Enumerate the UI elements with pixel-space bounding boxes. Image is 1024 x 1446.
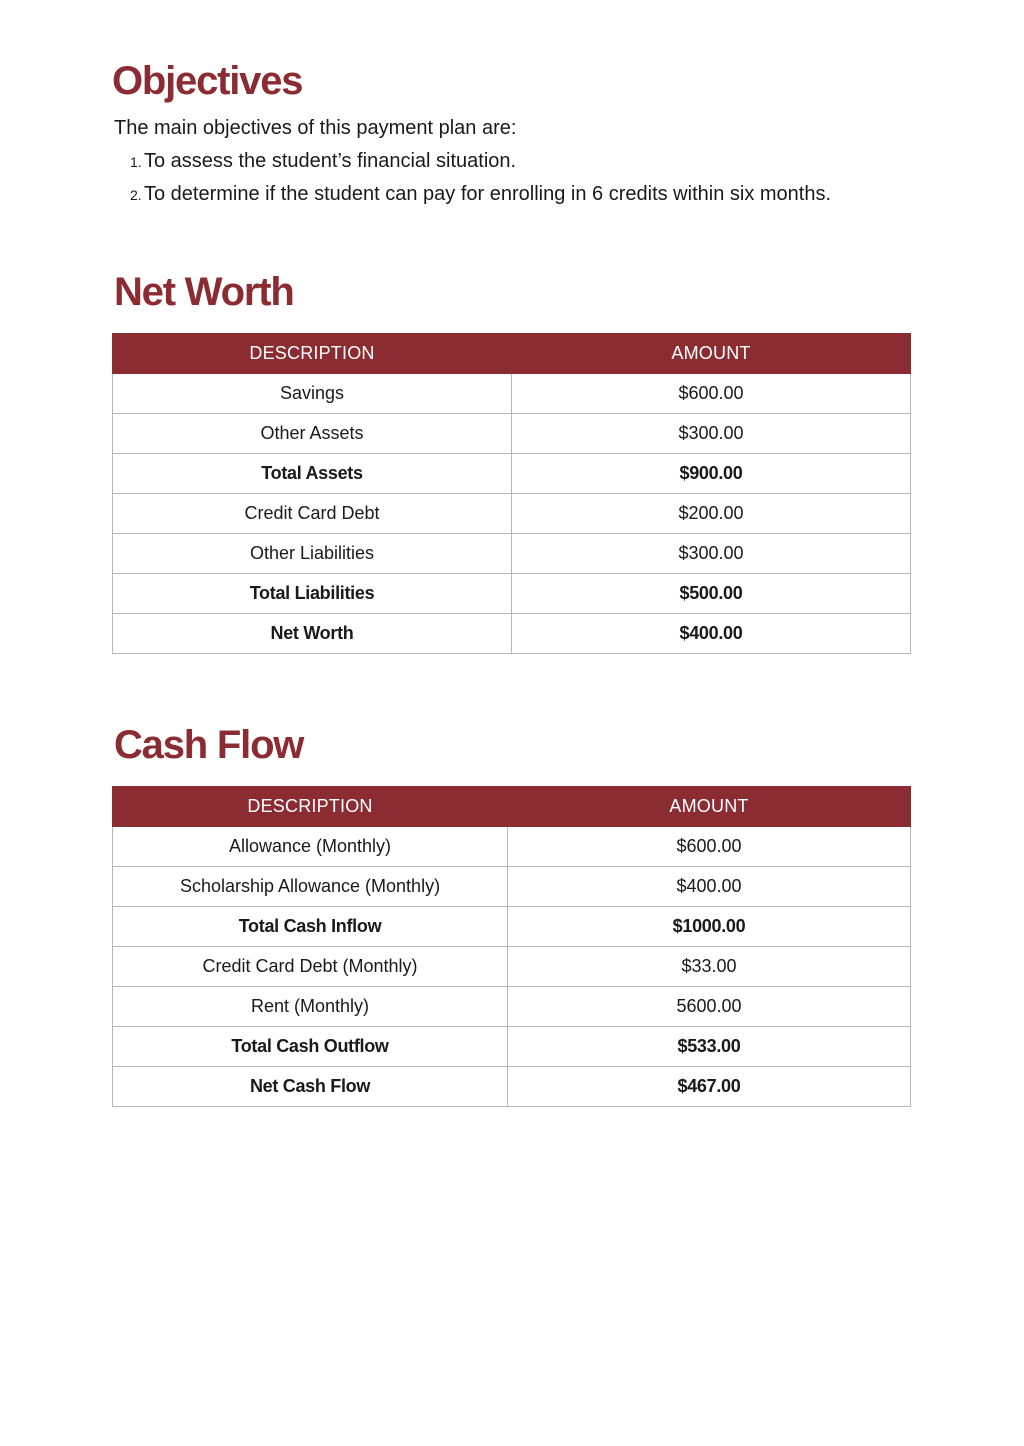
table-row-total <box>113 614 911 654</box>
cash-flow-title: Cash Flow <box>114 723 304 767</box>
table-header-row <box>113 334 911 374</box>
objective-text: To assess the student’s financial situation. <box>144 150 517 172</box>
objectives-title: Objectives <box>112 59 303 103</box>
cell-description: Allowance (Monthly) <box>113 827 508 867</box>
column-header-amount: AMOUNT <box>508 787 911 827</box>
cell-description: Rent (Monthly) <box>113 987 508 1027</box>
cell-description: Savings <box>113 374 512 414</box>
cell-amount: $467.00 <box>508 1067 911 1107</box>
cell-amount: $900.00 <box>512 454 911 494</box>
cell-description: Other Liabilities <box>113 534 512 574</box>
table-row-total <box>113 1067 911 1107</box>
objectives-intro: The main objectives of this payment plan are: <box>114 117 517 139</box>
cell-description: Total Cash Inflow <box>113 907 508 947</box>
cell-description: Total Liabilities <box>113 574 512 614</box>
cell-amount: 5600.00 <box>508 987 911 1027</box>
cell-description: Scholarship Allowance (Monthly) <box>113 867 508 907</box>
objective-item <box>130 147 516 176</box>
cell-amount: $400.00 <box>512 614 911 654</box>
table-row-total <box>113 574 911 614</box>
net-worth-title: Net Worth <box>114 270 294 314</box>
cell-description: Total Cash Outflow <box>113 1027 508 1067</box>
objective-number: 2. <box>130 187 142 203</box>
cell-description: Net Cash Flow <box>113 1067 508 1107</box>
cell-amount: $600.00 <box>512 374 911 414</box>
cell-description: Total Assets <box>113 454 512 494</box>
objective-number: 1. <box>130 154 142 170</box>
table-row-total <box>113 907 911 947</box>
column-header-description: DESCRIPTION <box>113 334 512 374</box>
cell-amount: $1000.00 <box>508 907 911 947</box>
cell-amount: $600.00 <box>508 827 911 867</box>
cell-amount: $300.00 <box>512 414 911 454</box>
column-header-amount: AMOUNT <box>512 334 911 374</box>
table-row <box>113 867 911 907</box>
cell-description: Credit Card Debt (Monthly) <box>113 947 508 987</box>
table-row <box>113 827 911 867</box>
table-row <box>113 414 911 454</box>
table-row <box>113 374 911 414</box>
cell-description: Credit Card Debt <box>113 494 512 534</box>
table-row <box>113 494 911 534</box>
cell-amount: $533.00 <box>508 1027 911 1067</box>
table-row <box>113 534 911 574</box>
table-row <box>113 947 911 987</box>
cell-amount: $200.00 <box>512 494 911 534</box>
table-row-total <box>113 1027 911 1067</box>
cell-description: Net Worth <box>113 614 512 654</box>
cell-amount: $300.00 <box>512 534 911 574</box>
cell-description: Other Assets <box>113 414 512 454</box>
objective-item <box>130 180 831 209</box>
cell-amount: $500.00 <box>512 574 911 614</box>
table-header-row <box>113 787 911 827</box>
objective-text: To determine if the student can pay for enrolling in 6 credits within six months. <box>144 183 832 205</box>
cash-flow-table <box>112 786 911 1107</box>
column-header-description: DESCRIPTION <box>113 787 508 827</box>
net-worth-table <box>112 333 911 654</box>
table-row-total <box>113 454 911 494</box>
cell-amount: $33.00 <box>508 947 911 987</box>
table-row <box>113 987 911 1027</box>
cell-amount: $400.00 <box>508 867 911 907</box>
